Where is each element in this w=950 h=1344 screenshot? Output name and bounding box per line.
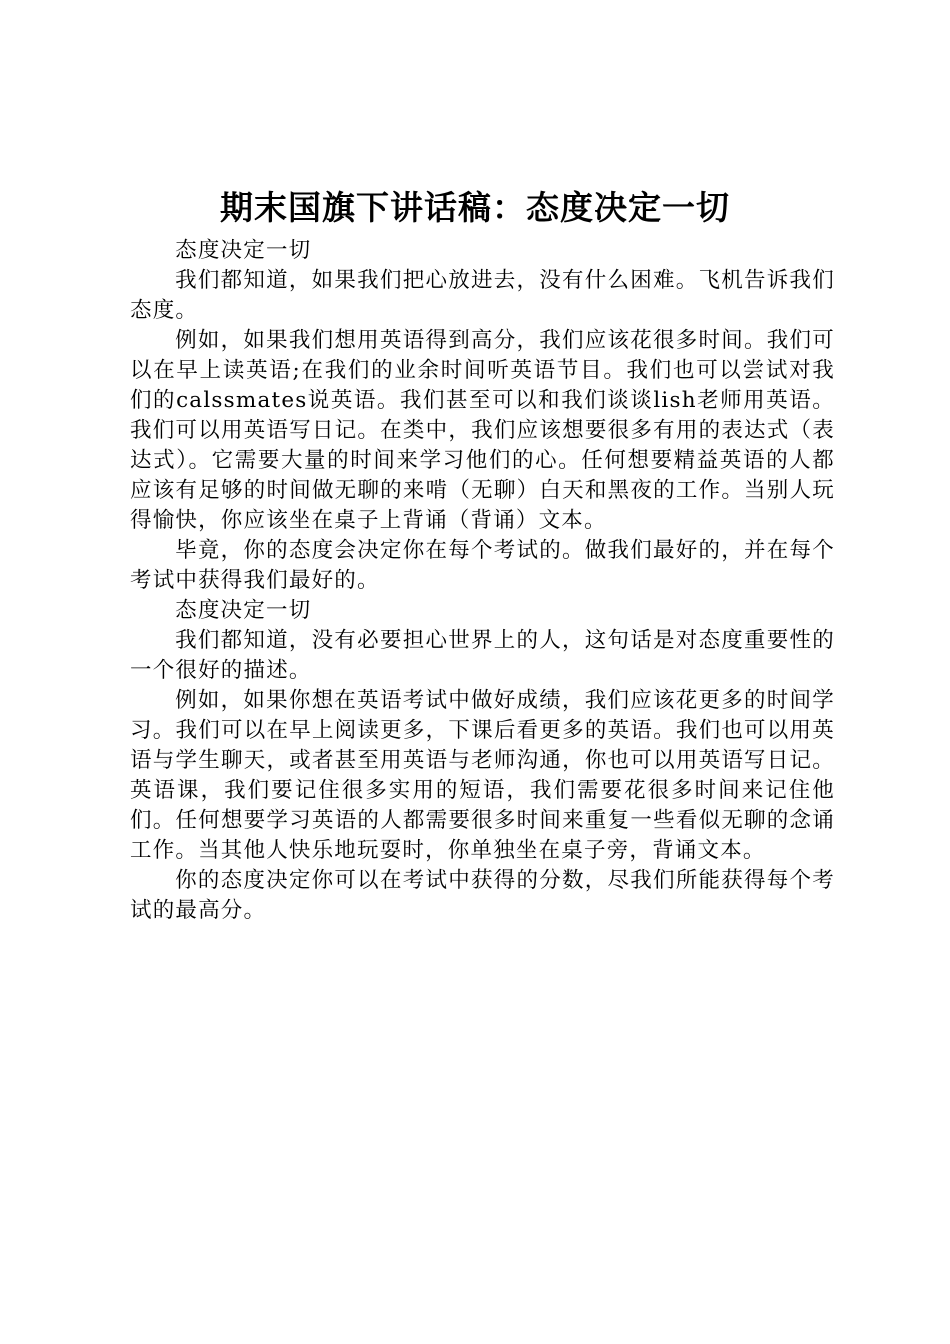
paragraph: 我们都知道，没有必要担心世界上的人，这句话是对态度重要性的一个很好的描述。 [130,628,835,683]
paragraph: 例如，如果我们想用英语得到高分，我们应该花很多时间。我们可以在早上读英语;在我们的业余时间听英语节目。我们也可以尝试对我们的calssmates说英语。我们甚至可以和我们谈谈lish老师用英语。我们可以用英语写日记。在类中，我们应该想要很多有用的表达式（表达式）。它需要大量的时间来学习他们的心。任何想要精益英语的人都应该有足够的时间做无聊的来啃（无聊）白天和黑夜的工作。当别人玩得愉快，你应该坐在桌子上背诵（背诵）文本。 [130,328,835,533]
paragraph: 毕竟，你的态度会决定你在每个考试的。做我们最好的，并在每个考试中获得我们最好的。 [130,538,835,593]
paragraph: 你的态度决定你可以在考试中获得的分数，尽我们所能获得每个考试的最高分。 [130,868,835,923]
paragraph-subheading-2: 态度决定一切 [175,598,312,623]
paragraph: 例如，如果你想在英语考试中做好成绩，我们应该花更多的时间学习。我们可以在早上阅读更多，下课后看更多的英语。我们也可以用英语与学生聊天，或者甚至用英语与老师沟通，你也可以用英语写日记。英语课，我们要记住很多实用的短语，我们需要花很多时间来记住他们。任何想要学习英语的人都需要很多时间来重复一些看似无聊的念诵工作。当其他人快乐地玩耍时，你单独坐在桌子旁，背诵文本。 [130,688,835,863]
document-title: 期末国旗下讲话稿：态度决定一切 [220,188,730,227]
paragraph-subheading-1: 态度决定一切 [175,238,312,263]
document-body [130,236,835,926]
paragraph: 我们都知道，如果我们把心放进去，没有什么困难。飞机告诉我们态度。 [130,268,835,323]
